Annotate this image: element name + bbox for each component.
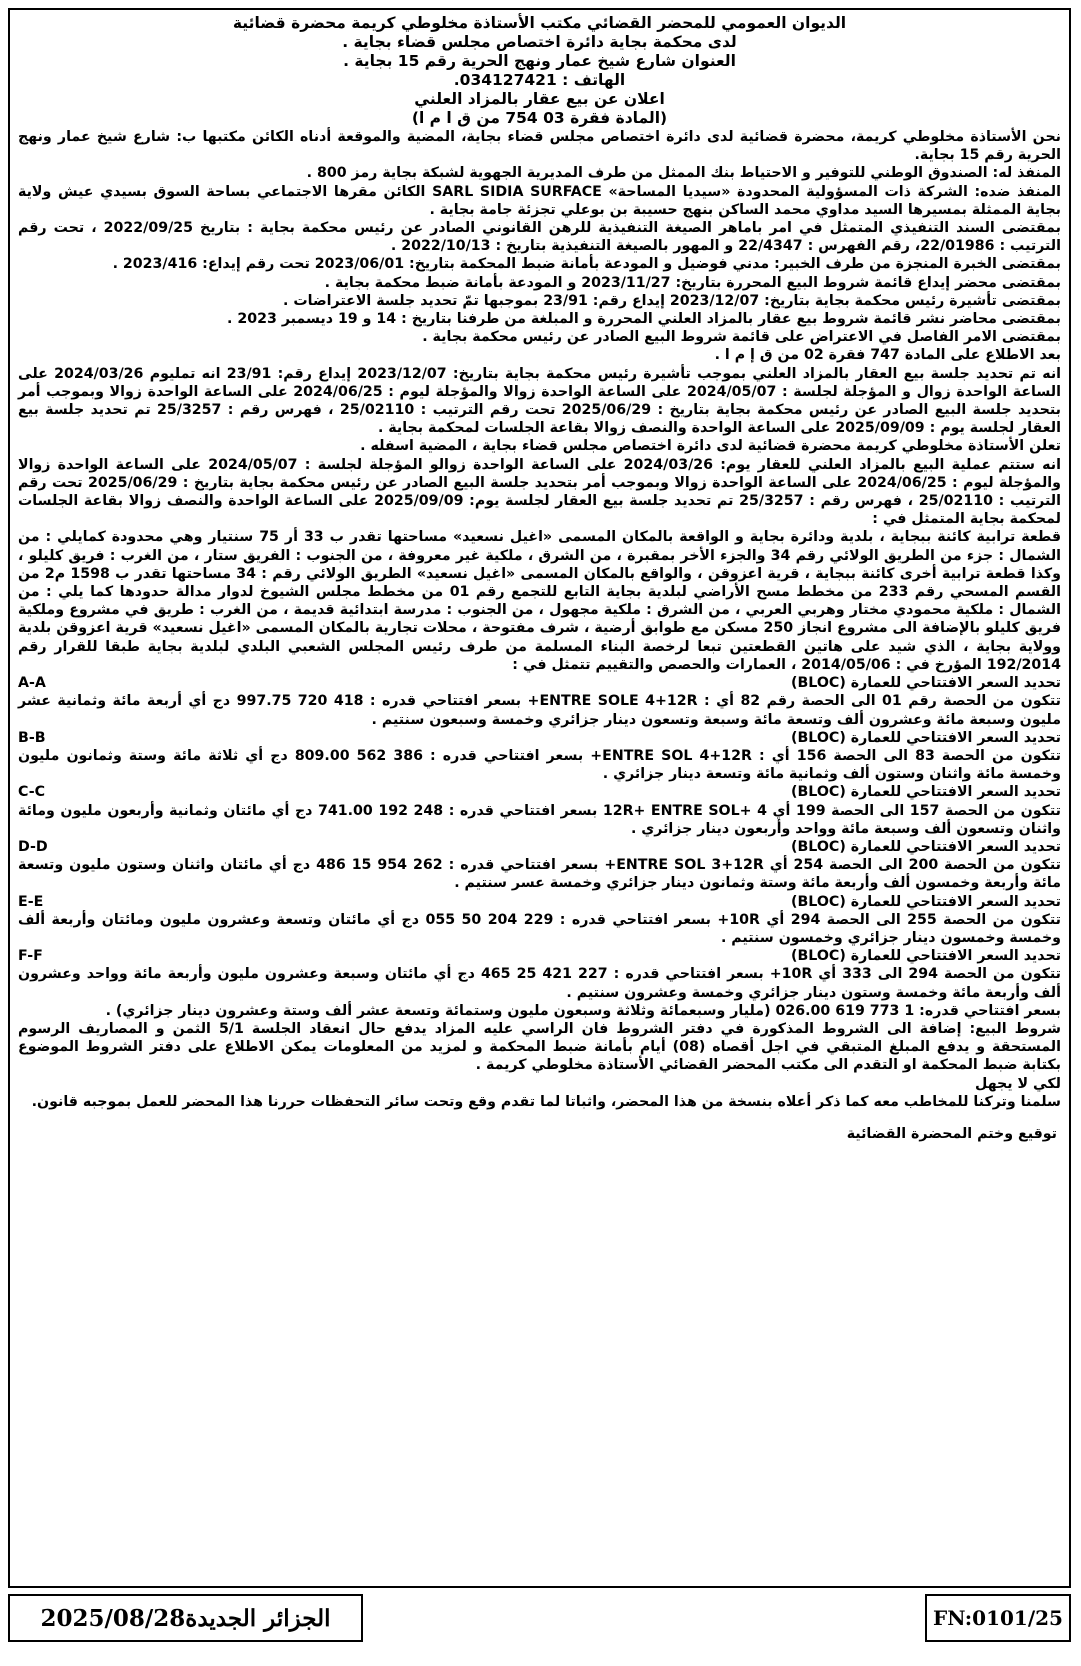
bloc-c-details: تتكون من الحصة 157 الى الحصة 199 أي 4 +12R+ ENTRE SOL بسعر افتتاحي قدره : 248 192 741.00 دج أي مائتان وثمانية وأربعون مليون ومائة واثنان وتسعون ألف وسبعة مائة وواحد وأربعون دينار جزائري . (18, 802, 1061, 837)
bloc-a-details: تتكون من الحصة رقم 01 الى الحصة رقم 82 أي : ENTRE SOLE 4+12R+ بسعر افتتاحي قدره : 418 720 997.75 دج أي أربعة مائة وثمانية عشر مليون وسبعة مائة وعشرون ألف وتسعة مائة وسبعة وتسعون دينار جزائري وخمسة وسبعون سنتيم . (18, 693, 1061, 728)
publication-date: 2025/08/28 (40, 1604, 186, 1632)
publication-paragraph: بمقتضى محاضر نشر قائمة شروط بيع عقار بالمزاد العلني المحررة و المبلغة من طرفنا بتاريخ : 14 و 19 ديسمبر 2023 . (227, 311, 1061, 328)
expertise-paragraph: بمقتضى الخبرة المنجزة من طرف الخبير: مدني فوضيل و المودعة بأمانة ضبط المحكمة بتاريخ: 2023/06/01 تحت رقم إيداع: 2023/416 . (112, 256, 1061, 273)
sale-date-paragraph: انه ستتم عملية البيع بالمزاد العلني للعقار يوم: 2024/03/26 على الساعة الواحدة زوالو المؤجلة لجلسة : 2024/05/07 على الساعة الواحدة زوالا والمؤجلة ليوم : 2024/06/25 على الساعة الواحدة زوالا وبموجب أمر بتحديد جلسة البيع الصادر عن رئيس محكمة بجاية بتاريخ : 2025/06/29 تحت رقم الترتيب : 25/02110 ، فهرس رقم : 25/3257 تم تحديد جلسة بيع العقار لجلسة يوم: 2025/09/09 على الساعة الواحدة والنصف زوالا بقاعة الجلسات لمحكمة بجاية المتمثل في : (18, 456, 1061, 528)
court-line: لدى محكمة بجاية دائرة اختصاص مجلس قضاء بجاية . (342, 33, 737, 51)
bloc-d-heading (18, 838, 1061, 856)
bloc-title: تحديد السعر الافتتاحي للعمارة (BLOC) (791, 893, 1061, 910)
bloc-e-details: تتكون من الحصة 255 الى الحصة 294 أي 10R+ بسعر افتتاحي قدره : 229 204 50 055 دج أي مائتان وتسعة وعشرون مليون ومائتان وأربعة ألف وخمسة وخمسون دينار جزائري وخمسون سنتيم . (18, 911, 1061, 946)
newspaper-name: الجزائر الجديدة (185, 1604, 331, 1632)
bloc-code: D-D (18, 838, 48, 855)
bloc-c-heading (18, 783, 1061, 801)
file-number: FN:0101/25 (933, 1606, 1063, 1630)
bloc-e-heading (18, 893, 1061, 911)
bloc-code: C-C (18, 784, 46, 801)
sale-conditions-paragraph: شروط البيع: إضافة الى الشروط المذكورة في دفتر الشروط فان الراسي عليه المزاد يدفع حال انعقاد الجلسة 5/1 الثمن و المصاريف الرسوم المستحقة و يدفع المبلغ المتبقي في اجل أقصاه (08) أيام بأمانة ضبط المحكمة و لمزيد من المعلومات يمكن الاطلاع على دفتر الشروط الموضوع بكتابة ضبط المحكمة او التقدم الى مكتب المحضر القضائي الأستاذة مخلوطي كريمة . (18, 1020, 1062, 1074)
delivery-paragraph: سلمنا وتركنا للمخاطب معه كما ذكر أعلاه بنسخة من هذا المحضر، واثباتا لما تقدم وقع وتحت سائر التحفظات حررنا هذا المحضر للعمل بموجبه قانون. (31, 1093, 1061, 1110)
newspaper-box (8, 1594, 363, 1642)
notice-header (18, 14, 1061, 128)
enforcement-title-paragraph: بمقتضى السند التنفيذي المتمثل في امر باماهر الصيغة التنفيذية للرهن القانوني الصادر عن رئيس محكمة بجاية : بتاريخ 2022/09/25 ، تحت رقم الترتيب : 22/01986، رقم الفهرس : 22/4347 و المهور بالصيغة التنفيذية بتاريخ : 2022/10/13 . (18, 220, 1061, 255)
deposit-paragraph: بمقتضى محضر إيداع قائمة شروط البيع المحررة بتاريخ: 2023/11/27 و المودعة بأمانة ضبط محكمة بجاية . (324, 274, 1061, 291)
bloc-f-heading (18, 947, 1061, 965)
bloc-code: F-F (18, 948, 43, 965)
file-number-box (925, 1594, 1071, 1642)
bloc-title: تحديد السعر الافتتاحي للعمارة (BLOC) (791, 838, 1061, 855)
property-description: قطعة ترابية كائنة ببجاية ، بلدية ودائرة بجاية و الواقعة بالمكان المسمى «اغيل نسعيد» مساحتها تقدر ب 33 أر 75 سنتيار وهي محدودة كمايلي : من الشمال : جزء من الطريق الولائي رقم 34 والجزء الأخر بمقبرة ، من الشرق ، ملكية غير معروفة ، من الجنوب : الفريق ستار ، من الغرب : فريق كليلو ، وكذا قطعة ترابية أخرى كائنة ببجاية ، قرية اعزوقن ، والواقع بالمكان المسمى «اغيل نسعيد» الطريق الولائي رقم : 34 مساحتها تقدر ب 1598 م2 من القسم المسحي رقم 233 من مخطط مسح الأراضي لبلدية بجاية التابع للتجمع رقم 01 من مخطط مجلس الشيوخ لدوار مدالة حدودها كما يلي : من الشمال : ملكية محمودي مختار وهربي العربي ، من الشرق : ملكية مجهول ، من الجنوب : مدرسة ابتدائية قديمة ، من الغرب : طريق في مشروع وملكية فريق كليلو بالإضافة الى مشروع انجاز 250 مسكن مع طوابق أرضية ، شرف مفتوحة ، محلات تجارية بالمكان المسمى «اغيل نسعيد» قرية اعزوقن بلدية وولاية بجاية ، الذي شيد على هاتين القطعتين تبعا لرخصة البناء المسلمة من طرف رئيس المجلس الشعبي البلدي لبلدية بجاية طبقا للقرار رقم 192/2014 المؤرخ في : 2014/05/06 ، العمارات والحصص والتقييم تتمثل في : (18, 529, 1062, 673)
bloc-code: E-E (18, 893, 44, 910)
article-reference-paragraph: بعد الاطلاع على المادة 747 فقرة 02 من ق إ م ا . (714, 347, 1061, 364)
office-title: الديوان العمومي للمحضر القضائي مكتب الأستاذة مخلوطي كريمة محضرة قضائية (232, 14, 847, 32)
creditor-paragraph: المنفذ له: الصندوق الوطني للتوفير و الاحتياط بنك الممثل من طرف المديرية الجهوية لشبكة بجاية رمز 800 . (306, 165, 1061, 182)
bloc-title: تحديد السعر الافتتاحي للعمارة (BLOC) (791, 675, 1061, 692)
total-price-paragraph: بسعر افتتاحي قدره: 1 773 619 026.00 (مليار وسبعمائة وثلاثة وسبعون مليون وستمائة وتسعة عشر ألف وستة وعشرون دينار جزائري) . (105, 1002, 1061, 1019)
intro-paragraph: نحن الأستاذة مخلوطي كريمة، محضرة قضائية لدى دائرة اختصاص مجلس قضاء بجاية، المضية والموقعة أدناه الكائن مكتبها ب: شارع شيخ عمار ونهج الحرية رقم 15 بجاية. (18, 129, 1061, 164)
bloc-title: تحديد السعر الافتتاحي للعمارة (BLOC) (791, 948, 1061, 965)
announcement-paragraph: تعلن الأستاذة مخلوطي كريمة محضرة قضائية لدى دائرة اختصاص مجلس قضاء بجاية ، المضية اسفله . (360, 438, 1061, 455)
bloc-b-heading (18, 729, 1061, 747)
bloc-a-heading (18, 674, 1061, 692)
notice-formula: لكي لا يجهل (975, 1075, 1061, 1092)
phone-line: الهاتف : 034127421. (453, 71, 626, 89)
bloc-f-details: تتكون من الحصة 294 الى 333 أي 10R+ بسعر افتتاحي قدره : 227 421 25 465 دج أي مائتان وسبعة وعشرون مليون وأربعة مائة وواحد وعشرون ألف وأربعة مائة وخمسة وستون دينار جزائري وخمسة وعشرون سنتيم . (18, 966, 1061, 1001)
address-line: العنوان شارع شيخ عمار ونهج الحرية رقم 15 بجاية . (343, 52, 736, 70)
hearing-schedule-paragraph: انه تم تحديد جلسة بيع العقار بالمزاد العلني بموجب تأشيرة رئيس محكمة بجاية بتاريخ: 2023/12/07 إيداع رقم: 23/91 انه تمليوم 2024/03/26 على الساعة الواحدة زوال و المؤجلة لجلسة : 2024/05/07 على الساعة الواحدة زوالا والمؤجلة ليوم : 2024/06/25 على الساعة الواحدة زوالا وبموجب أمر بتحديد جلسة البيع الصادر عن رئيس محكمة بجاية بتاريخ : 2025/06/29 تحت رقم الترتيب : 25/02110 ، فهرس رقم : 25/3257 تم تحديد جلسة بيع العقار لجلسة يوم : 2025/09/09 على الساعة الواحدة والنصف زوالا بقاعة الجلسات لمحكمة بجاية . (18, 365, 1062, 437)
auction-notice (18, 14, 1061, 1143)
bloc-code: A-A (18, 675, 46, 692)
president-visa-paragraph: بمقتضى تأشيرة رئيس محكمة بجاية بتاريخ: 2023/12/07 إيداع رقم: 23/91 بموجبها تمّ تحديد جلسة الاعتراضات . (283, 292, 1061, 309)
notice-title: اعلان عن بيع عقار بالمزاد العلني (414, 90, 665, 108)
objection-order-paragraph: بمقتضى الامر الفاصل في الاعتراض على قائمة شروط البيع الصادر عن رئيس محكمة بجاية . (422, 329, 1061, 346)
bloc-code: B-B (18, 729, 46, 746)
bloc-b-details: تتكون من الحصة 83 الى الحصة 156 أي : ENTRE SOL 4+12R+ بسعر افتتاحي قدره : 386 562 809.00 دج أي ثلاثة مائة وستة وثمانون مليون وخمسة مائة واثنان وستون ألف وثمانية مائة وتسعة دينار جزائري . (18, 747, 1061, 783)
signature-line: توقيع وختم المحضرة القضائية (846, 1125, 1057, 1142)
legal-article: (المادة فقرة 03 754 من ق ا م ا) (411, 109, 668, 127)
bloc-d-details: تتكون من الحصة 200 الى الحصة 254 أي ENTRE SOL 3+12R+ بسعر افتتاحي قدره : 262 954 15 486 دج أي مائتان واثنان وستون مليون وتسعة مائة وأربعة وخمسون ألف وأربعة مائة وستة وثمانون دينار جزائري وخمسة عسر سنتيم . (18, 857, 1061, 892)
bloc-title: تحديد السعر الافتتاحي للعمارة (BLOC) (791, 729, 1061, 746)
debtor-paragraph: المنفذ ضده: الشركة ذات المسؤولية المحدودة «سيديا المساحة» SARL SIDIA SURFACE الكائن مقرها الاجتماعي بساحة السوق بسيدي عيش ولاية بجاية الممثلة بمسيرها السيد مداوي محمد الساكن بنهج حسيبة بن بوعلي تجزئة جامة بجاية . (18, 183, 1061, 218)
bloc-title: تحديد السعر الافتتاحي للعمارة (BLOC) (791, 784, 1061, 801)
